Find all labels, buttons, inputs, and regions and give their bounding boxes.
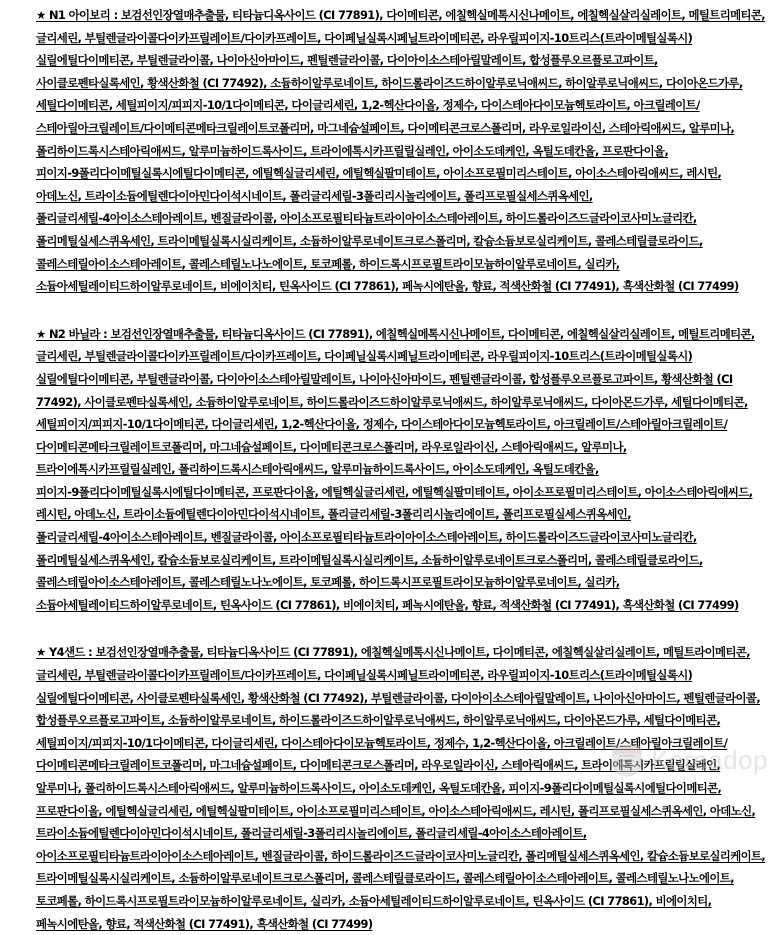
ingredient-list-y4-sand: ★ Y4샌드 : 보검선인장열매추출물, 티타늄디옥사이드 (CI 77891), 에칠헥실메톡시신나메이트, 다이메티콘, 에칠헥실살리실레이트, 메틸트라이메티콘, 글리세린, 부틸렌글라이콜다이카프릴레이트/다이카프레이트, 다이페닐실록시페닐트라이메티콘, 라우릴피이지-10트리스(트라이메틸실록시)실릴에틸다이메티콘, 사이클로펜타실록세인, 황색산화철 (CI 77492), 부틸렌글라이콜, 다이아이소스테아릴말레이트, 나이아신아마이드, 펜틸렌글라이콜, 합성플루오르플로고파이트, 소듐하이알루로네이트, 하이드롤라이즈드하이알루로닉애씨드, 하이알루로닉애씨드, 다이아몬드가루, 세틸다이메티콘, 세틸피이지/피피지-10/1다이메티콘, 다이글리세린, 다이스테아다이모늄헥토라이트, 정제수, 1,2-헥산다이올, 아크릴레이트/스테아릴아크릴레이트/다이메티콘메타크릴레이트코폴리머, 마그네슘설페이트, 다이메티콘크로스폴리머, 라우로일라이신, 스테아릭애씨드, 트라이에톡시카프릴릴실레인, 알루미나, 폴리하이드록시스테아릭애씨드, 알루미늄하이드록사이드, 아이소도데케인, 옥틸도데칸올, 피이지-9폴리다이메틸실록시에틸다이메티콘, 프로판다이올, 에틸헥실글리세린, 에틸헥실팔미테이트, 아이소프로필미리스테이트, 아이소스테아릭애씨드, 레시틴, 폴리프로필실세스퀴옥세인, 아데노신, 트라이소듐에틸렌다이아민다이석시네이트, 폴리글리세릴-3폴리리시놀리에이트, 폴리글리세릴-4아이소스테아레이트, 아이소프로필티타늄트라이아이소스테아레이트, 벤질글라이콜, 하이드롤라이즈드글라이코사미노글리칸, 폴리메틸실세스퀴옥세인, 칼슘소듐보로실리케이트, 트라이메틸실록시실리케이트, 소듐하이알루로네이트크로스폴리머, 콜레스테릴클로라이드, 콜레스테릴아이소스테아레이트, 콜레스테릴노나노에이트, 토코페롤, 하이드록시프로필트라이모늄하이알루로네이트, 실리카, 소듐아세틸레이티드하이알루로네이트, 틴옥사이드 (CI 77861), 비에이치티, 페녹시에탄올, 향료, 적색산화철 (CI 77491), 흑색산화철 (CI 77499) — [36, 645, 766, 931]
ingredient-list-n1-ivory: ★ N1 아이보리 : 보검선인장열매추출물, 티타늄디옥사이드 (CI 77891), 다이메티콘, 에칠헥실메톡시신나메이트, 에칠헥실살리실레이트, 메틸트리메티콘, 글리세린, 부틸렌글라이콜다이카프릴레이트/다이카프레이트, 다이페닐실록시페닐트라이메티콘, 라우릴피이지-10트리스(트라이메틸실록시)실릴에틸다이메티콘, 부틸렌글라이콜, 나이아신아마이드, 펜틸렌글라이콜, 다이아이소스테아릴말레이트, 합성플루오르플로고파이트, 사이클로펜타실록세인, 황색산화철 (CI 77492), 소듐하이알루로네이트, 하이드롤라이즈드하이알루로닉애씨드, 하이알루로닉애씨드, 다이아온드가루, 세틸다이메티콘, 세틸피이지/피피지-10/1다이메티콘, 다이글리세린, 1,2-헥산다이올, 정제수, 다이스테아다이모늄헥토라이트, 아크릴레이트/스테아릴아크릴레이트/다이메티콘메타크릴레이트코폴리머, 마그네슘설페이트, 다이메티콘크로스폴리머, 라우로일라이신, 스테아릭애씨드, 알루미나, 폴리하이드록시스테아릭애씨드, 알루미늄하이드록사이드, 트라이에톡시카프릴릴실레인, 아이소도데케인, 옥틸도데칸올, 프로판다이올, 피이지-9폴리다이메틸실록시에틸다이메티콘, 에틸헥실글리세린, 에틸헥실팔미테이트, 아이소프로필미리스테이트, 아이소스테아릭애씨드, 레시틴, 아데노신, 트라이소듐에틸렌다이아민다이석시네이트, 폴리글리세릴-3폴리리시놀리에이트, 폴리프로필실세스퀴옥세인, 폴리글리세릴-4아이소스테아레이트, 벤질글라이콜, 아이소프로필티타늄트라이아이소스테아레이트, 하이드롤라이즈드글라이코사미노글리칸, 폴리메틸실세스퀴옥세인, 트라이메틸실록시실리케이트, 소듐하이알루로네이트크로스폴리머, 칼슘소듐보로실리케이트, 콜레스테릴클로라이드, 콜레스테릴아이소스테아레이트, 콜레스테릴노나노에이트, 토코페롤, 하이드록시프로필트라이모늄하이알루로네이트, 실리카, 소듐아세틸레이티드하이알루로네이트, 비에이치티, 틴옥사이드 (CI 77861), 페녹시에탄올, 향료, 적색산화철 (CI 77491), 흑색산화철 (CI 77499) — [36, 8, 766, 294]
ingredient-section-n1 — [36, 4, 766, 298]
watermark-text: Koreadop — [651, 744, 768, 775]
ingredient-section-y4 — [36, 641, 766, 935]
watermark-logo-icon — [609, 742, 645, 778]
watermark — [609, 738, 768, 782]
ingredient-list-n2-vanilla: ★ N2 바닐라 : 보검선인장열매추출물, 티타늄디옥사이드 (CI 77891), 에칠헥실메톡시신나메이트, 다이메티콘, 에칠헥실살리실레이트, 메틸트리메티콘, 글리세린, 부틸렌글라이콜다이카프릴레이트/다이카프레이트, 다이페닐실록시페닐트라이메티콘, 라우릴피이지-10트리스(트라이메틸실록시)실릴에틸다이메티콘, 부틸렌글라이콜, 다이아이소스테아릴말레이트, 나이아신아마이드, 펜틸렌글라이콜, 합성플루오르플로고파이트, 황색산화철 (CI 77492), 사이클로펜타실록세인, 소듐하이알루로네이트, 하이드롤라이즈드하이알루로닉애씨드, 하이알루로닉애씨드, 다이아몬드가루, 세틸다이메티콘, 세틸피이지/피피지-10/1다이메티콘, 다이글리세린, 1,2-헥산다이올, 정제수, 다이스테아다이모늄헥토라이트, 아크릴레이트/스테아릴아크릴레이트/다이메티콘메타크릴레이트코폴리머, 마그네슘설페이트, 다이메티콘크로스폴리머, 라우로일라이신, 스테아릭애씨드, 알루미나, 트라이에톡시카프릴릴실레인, 폴리하이드록시스테아릭애씨드, 알루미늄하이드록사이드, 아이소도데케인, 옥틸도데칸올, 피이지-9폴리다이메틸실록시에틸다이메티콘, 프로판다이올, 에틸헥실글리세린, 에틸헥실팔미테이트, 아이소프로필미리스테이트, 아이소스테아릭애씨드, 레시틴, 아데노신, 트라이소듐에틸렌다이아민다이석시네이트, 폴리글리세릴-3폴리리시놀리에이트, 폴리프로필실세스퀴옥세인, 폴리글리세릴-4아이소스테아레이트, 벤질글라이콜, 아이소프로필티타늄트라이아이소스테아레이트, 하이드롤라이즈드글라이코사미노글리칸, 폴리메틸실세스퀴옥세인, 칼슘소듐보로실리케이트, 트라이메틸실록시실리케이트, 소듐하이알루로네이트크로스폴리머, 콜레스테릴클로라이드, 콜레스테릴아이소스테아레이트, 콜레스테릴노나노에이트, 토코페롤, 하이드록시프로필트라이모늄하이알루로네이트, 실리카, 소듐아세틸레이티드하이알루로네이트, 틴옥사이드 (CI 77861), 비에이치티, 페녹시에탄올, 향료, 적색산화철 (CI 77491), 흑색산화철 (CI 77499) — [36, 326, 755, 612]
ingredient-section-n2 — [36, 323, 766, 617]
